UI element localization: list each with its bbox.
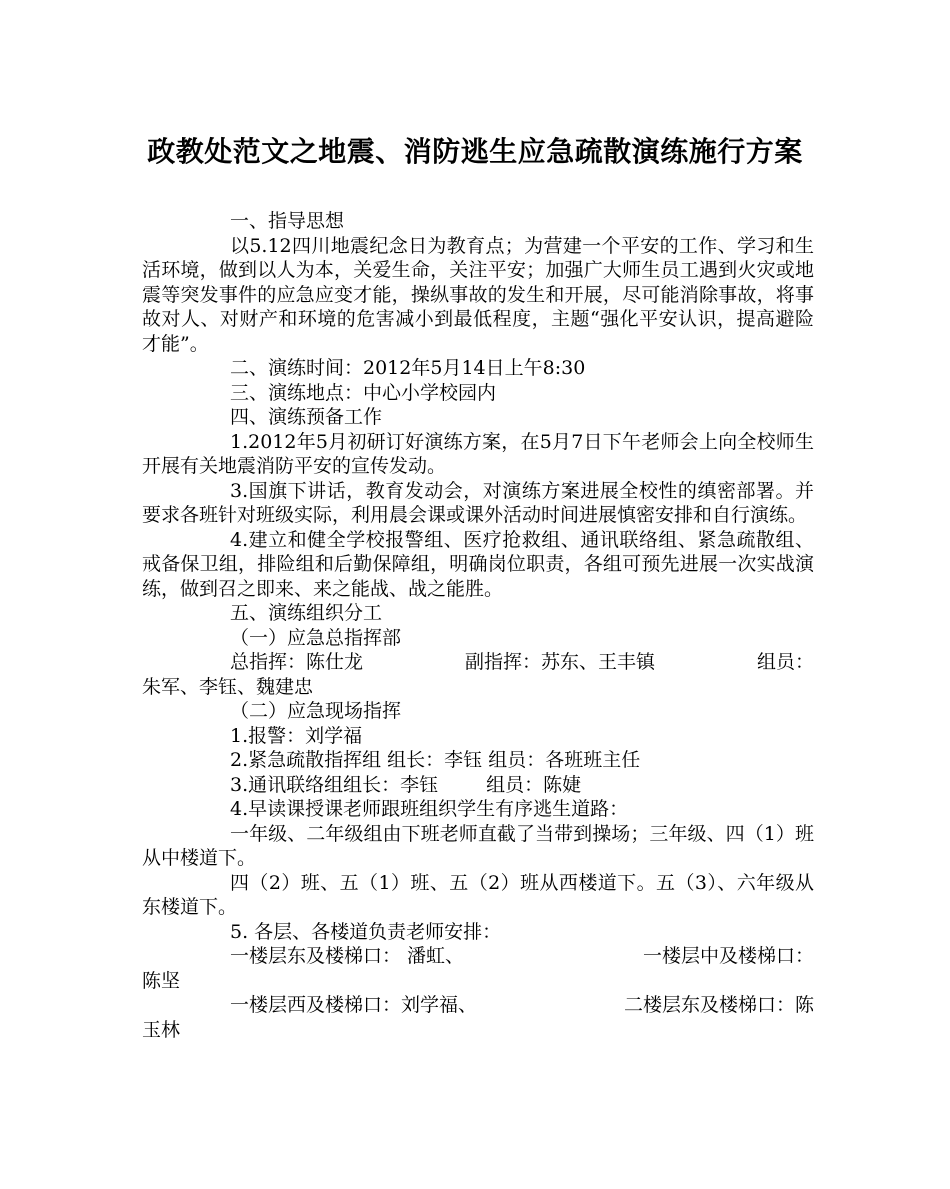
section-5-item-4-para-2: 四（2）班、五（1）班、五（2）班从西楼道下。五（3）、六年级从东楼道下。 <box>142 871 814 918</box>
comm-group-leader: 3.通讯联络组组长：李钰 <box>230 773 439 796</box>
section-5-heading: 五、演练组织分工 <box>230 602 383 624</box>
command-row <box>142 650 814 675</box>
floor-row-2 <box>142 993 814 1018</box>
comm-group-members: 组员：陈婕 <box>486 773 582 796</box>
members-label: 组员： <box>756 651 814 673</box>
section-4-item-3: 3.国旗下讲话，教育发动会，对演练方案进展全校性的缜密部署。并要求各班针对班级实际，利用晨会课或课外活动时间进展慎密安排和自行演练。 <box>142 479 814 526</box>
section-5-item-4-para-1: 一年级、二年级组由下班老师直截了当带到操场；三年级、四（1）班从中楼道下。 <box>142 822 814 869</box>
section-1-text: 以5.12四川地震纪念日为教育点；为营建一个平安的工作、学习和生活环境，做到以人为本，关爱生命，关注平安；加强广大师生员工遇到火灾或地震等突发事件的应急应变才能，操纵事故的发生和开展，尽可能消除事故，将事故对人、对财产和环境的危害减小到最低程度，主题“强化平安认识，提高避险才能”。 <box>142 234 814 355</box>
floor-2-east: 二楼层东及楼梯口：陈 <box>623 994 814 1016</box>
section-4-heading: 四、演练预备工作 <box>230 406 383 428</box>
floor-1-middle-name: 陈坚 <box>142 969 181 992</box>
floor-1-east: 一楼层东及楼梯口： 潘虹、 <box>230 945 465 967</box>
section-4-item-4: 4.建立和健全学校报警组、医疗抢救组、通讯联络组、紧急疏散组、戒备保卫组，排险组和后勤保障组，明确岗位职责，各组可预先进展一次实战演练，做到召之即来、来之能战、战之能胜。 <box>142 528 814 600</box>
command-members: 朱军、李钰、魏建忠 <box>142 675 314 698</box>
section-5-item-1: 1.报警：刘学福 <box>230 724 363 747</box>
commander: 总指挥：陈仕龙 <box>230 651 364 673</box>
section-5-item-4: 4.早读课授课老师跟班组织学生有序逃生道路： <box>230 798 629 820</box>
deputy-commander: 副指挥：苏东、王丰镇 <box>464 651 655 673</box>
section-5-sub-1: （一）应急总指挥部 <box>230 626 402 649</box>
section-5-item-3 <box>142 773 814 798</box>
document-body <box>142 209 814 1042</box>
section-5-item-5: 5. 各层、各楼道负责老师安排： <box>230 920 502 943</box>
section-1-heading: 一、指导思想 <box>230 210 345 232</box>
section-3: 三、演练地点：中心小学校园内 <box>230 381 497 404</box>
section-4-item-1: 1.2012年5月初研订好演练方案，在5月7日下午老师会上向全校师生开展有关地震消防平安的宣传发动。 <box>142 430 814 477</box>
section-5-item-2: 2.紧急疏散指挥组 组长：李钰 组员：各班班主任 <box>230 749 641 771</box>
document-title: 政教处范文之地震、消防逃生应急疏散演练施行方案 <box>147 135 803 168</box>
section-2: 二、演练时间：2012年5月14日上午8:30 <box>230 357 586 379</box>
section-5-sub-2: （二）应急现场指挥 <box>230 700 402 722</box>
floor-1-west: 一楼层西及楼梯口：刘学福、 <box>230 994 478 1016</box>
floor-row-1 <box>142 944 814 969</box>
floor-1-middle: 一楼层中及楼梯口： <box>642 945 814 967</box>
floor-2-east-name: 玉林 <box>142 1018 181 1041</box>
